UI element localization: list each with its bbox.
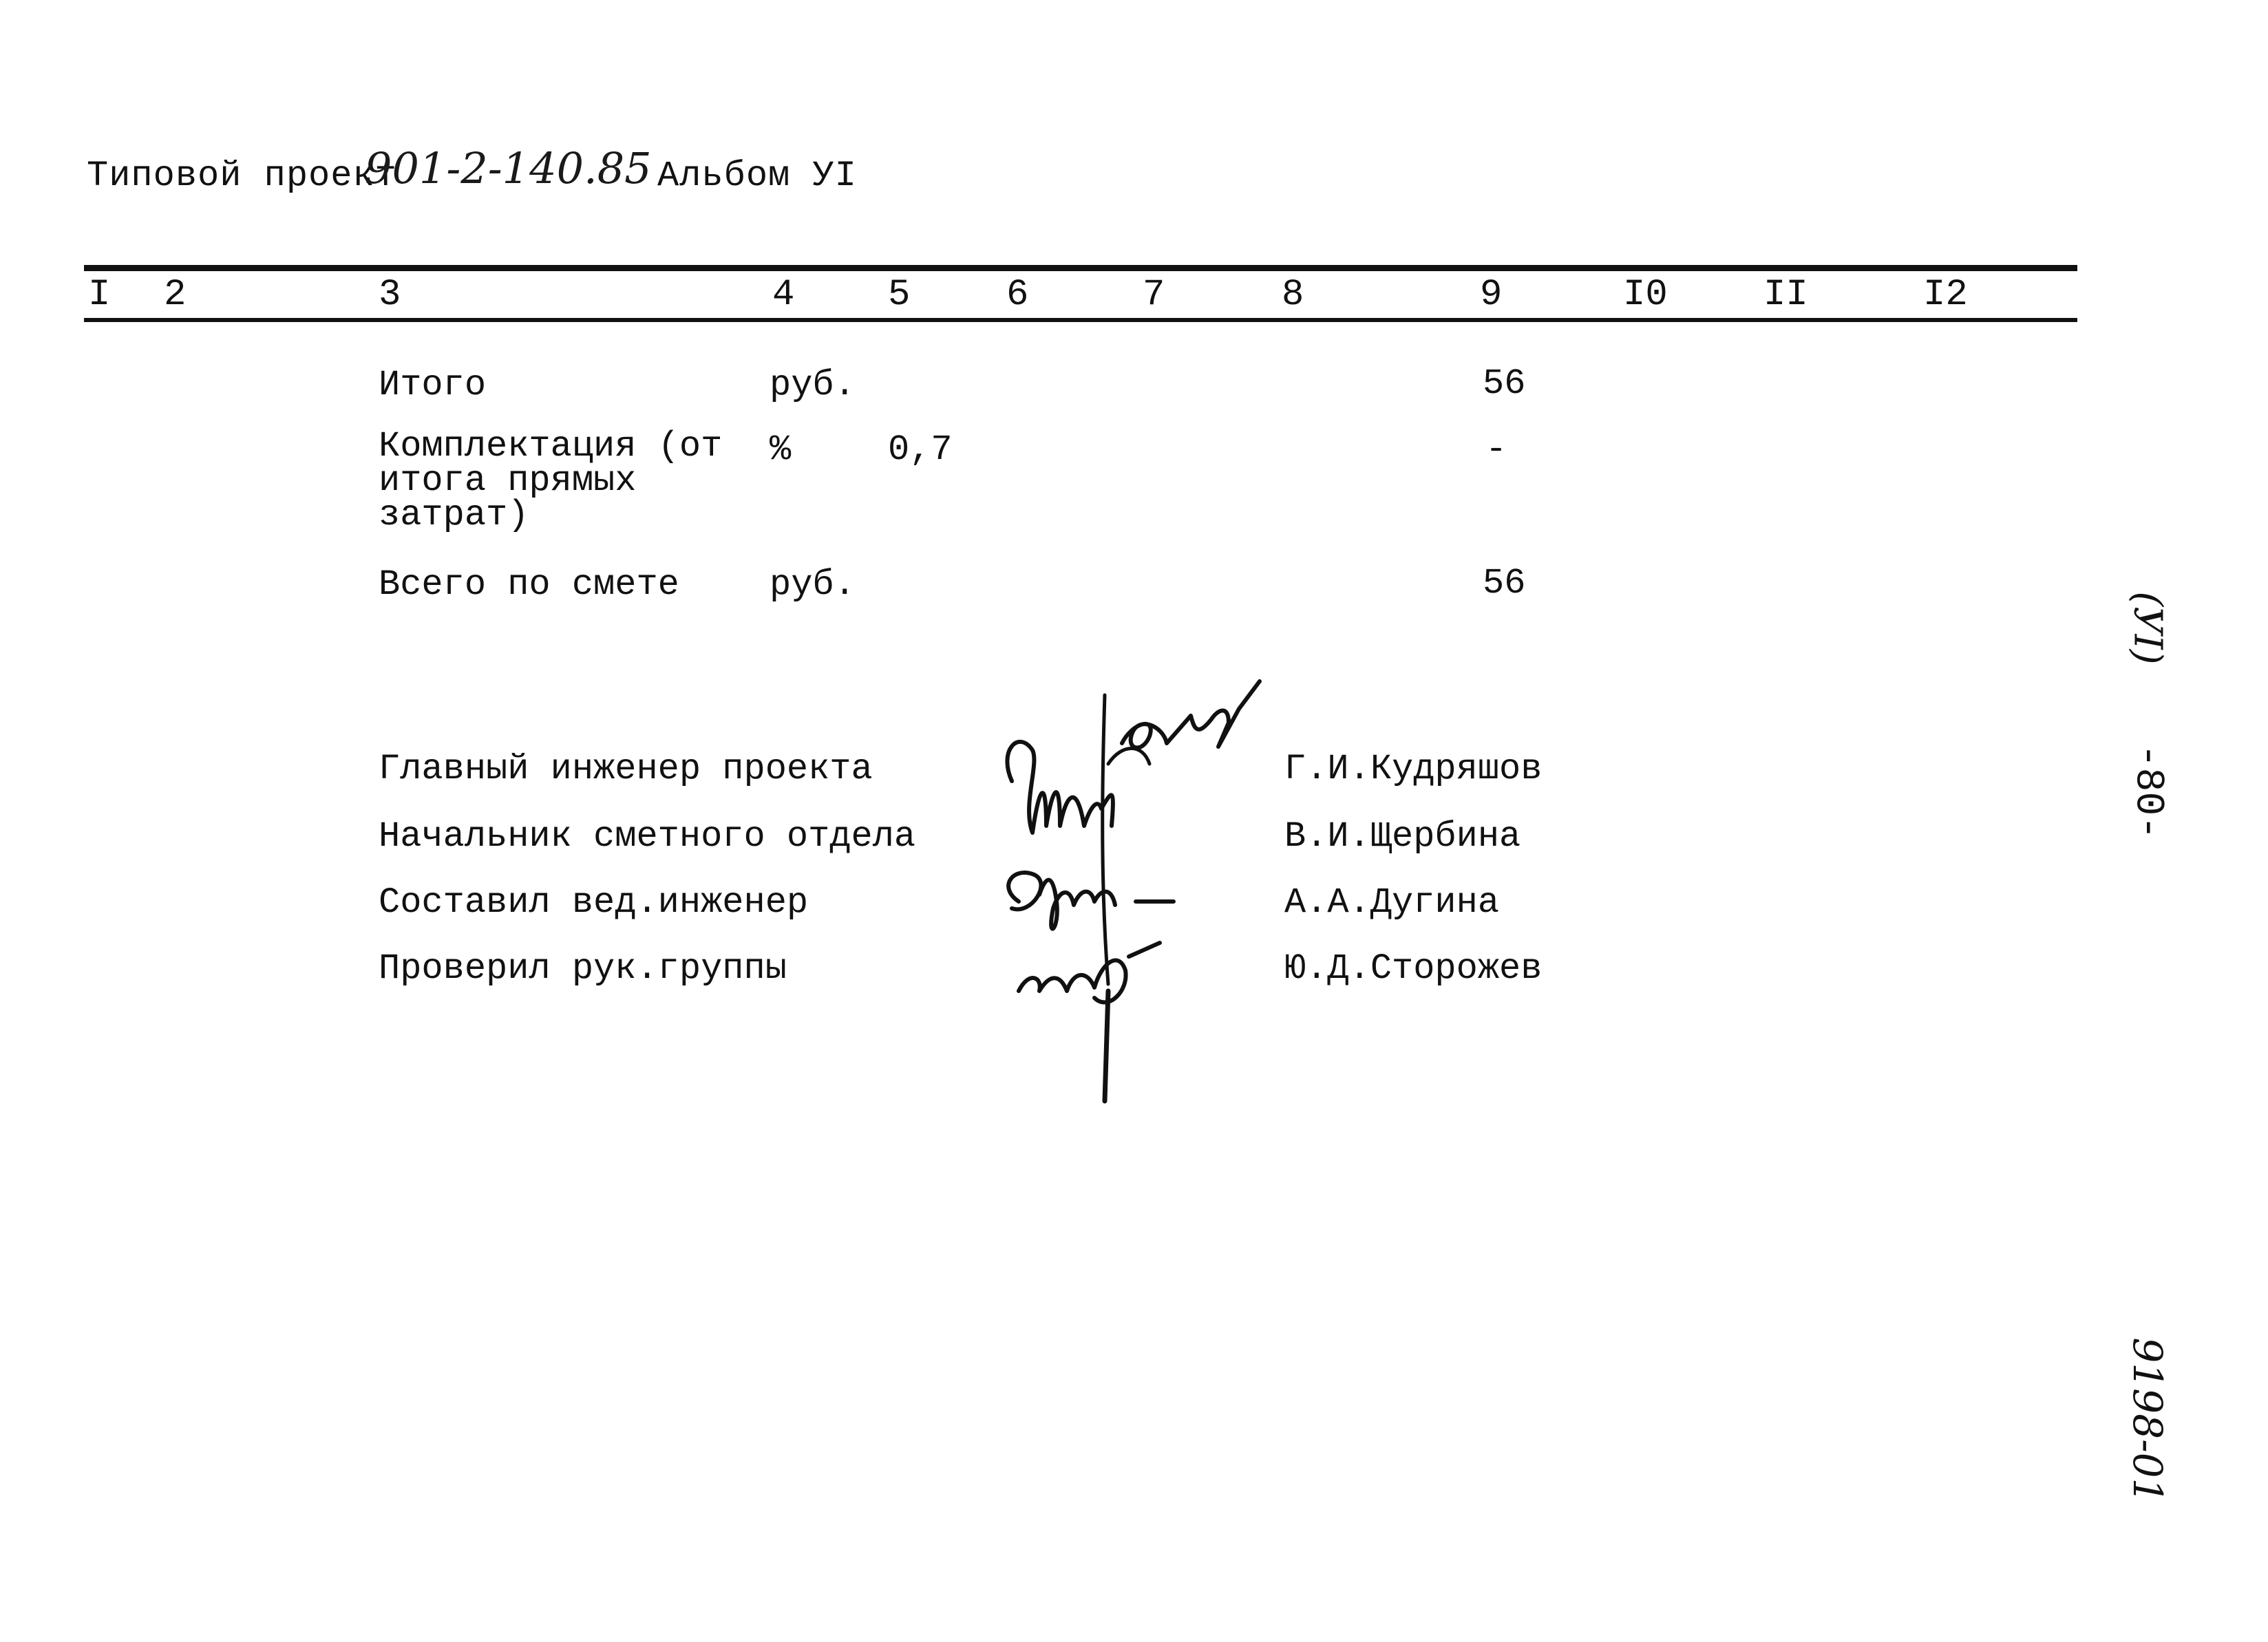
row-total: 56: [1483, 563, 1526, 604]
column-number: 8: [1282, 274, 1304, 316]
margin-album-mark: (УI): [2125, 591, 2170, 665]
row-total: -: [1485, 429, 1507, 470]
column-number: II: [1763, 274, 1808, 316]
row-name: Итого: [379, 365, 487, 405]
signature-storozhev: [1019, 943, 1160, 1002]
signatory-role: Главный инженер проекта: [379, 749, 873, 789]
margin-doc-number: 9198-01: [2124, 1337, 2171, 1504]
row-name: Всего по смете: [379, 564, 679, 605]
column-number: I: [88, 274, 111, 316]
table-header-rule: [84, 318, 2077, 322]
column-number: 3: [379, 274, 401, 316]
signatory-name: В.И.Щербина: [1284, 816, 1521, 857]
page-number: -80-: [2125, 743, 2170, 840]
album-label: Альбом УI: [657, 156, 857, 196]
header-prefix: Типовой проект: [87, 156, 397, 196]
signature-kudryashov: [1122, 681, 1260, 747]
row-unit: руб.: [770, 564, 856, 605]
column-number: I0: [1623, 274, 1668, 316]
row-rate: 0,7: [888, 429, 953, 470]
row-total: 56: [1483, 363, 1526, 404]
signatory-name: А.А.Дугина: [1284, 882, 1500, 923]
column-number: 5: [888, 274, 911, 316]
signatory-role: Проверил рук.группы: [379, 948, 787, 989]
signature-shcherbina: [1007, 742, 1112, 833]
handwritten-signatures: [991, 668, 1294, 1108]
table-top-rule: [84, 265, 2077, 271]
row-unit: %: [770, 429, 792, 470]
signatory-name: Ю.Д.Сторожев: [1284, 948, 1543, 989]
column-number: 4: [772, 274, 795, 316]
column-number: I2: [1923, 274, 1968, 316]
row-unit: руб.: [770, 365, 856, 405]
column-number: 7: [1143, 274, 1165, 316]
column-number: 9: [1480, 274, 1503, 316]
column-number: 2: [164, 274, 187, 316]
column-number: 6: [1006, 274, 1029, 316]
signature-dugina: [1008, 873, 1174, 929]
row-name: Комплектация (от итога прямых затрат): [379, 426, 723, 535]
project-number: 901-2-140.85: [365, 143, 652, 193]
signatory-role: Начальник сметного отдела: [379, 816, 916, 857]
signatory-role: Составил вед.инженер: [379, 882, 809, 923]
signatory-name: Г.И.Кудряшов: [1284, 749, 1543, 789]
